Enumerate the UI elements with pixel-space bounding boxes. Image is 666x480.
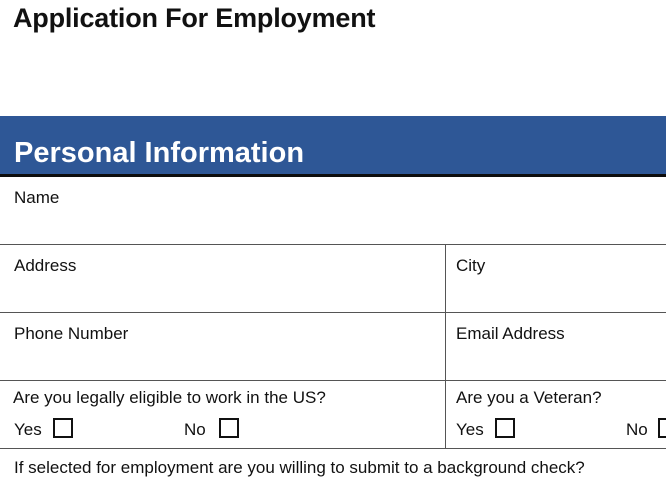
email-address-field-input-area[interactable]: [446, 346, 666, 380]
background-check-question: If selected for employment are you willing to submit to a background check?: [14, 458, 585, 477]
city-field-input-area[interactable]: [446, 278, 666, 312]
divider: [0, 380, 666, 381]
form-title: Application For Employment: [13, 3, 376, 33]
name-field-input-area[interactable]: [0, 210, 666, 244]
veteran-yes-label: Yes: [456, 420, 484, 439]
column-divider: [445, 244, 446, 448]
divider: [0, 244, 666, 245]
section-title: Personal Information: [14, 137, 305, 169]
name-field-label: Name: [14, 188, 60, 207]
eligibility-yes-label: Yes: [14, 420, 42, 439]
city-field-label: City: [456, 256, 486, 275]
divider: [0, 312, 666, 313]
eligibility-no-checkbox[interactable]: [219, 418, 239, 438]
email-address-field-label: Email Address: [456, 324, 565, 343]
veteran-no-label: No: [626, 420, 648, 439]
eligibility-question: Are you legally eligible to work in the US?: [13, 388, 326, 407]
address-field-label: Address: [14, 256, 77, 275]
phone-number-field-label: Phone Number: [14, 324, 129, 343]
phone-number-field-input-area[interactable]: [0, 346, 445, 380]
veteran-yes-checkbox[interactable]: [495, 418, 515, 438]
address-field-input-area[interactable]: [0, 278, 445, 312]
veteran-no-checkbox[interactable]: [658, 418, 666, 438]
divider: [0, 448, 666, 449]
eligibility-yes-checkbox[interactable]: [53, 418, 73, 438]
eligibility-no-label: No: [184, 420, 206, 439]
veteran-question: Are you a Veteran?: [456, 388, 602, 407]
section-header-personal-information: [0, 116, 666, 177]
